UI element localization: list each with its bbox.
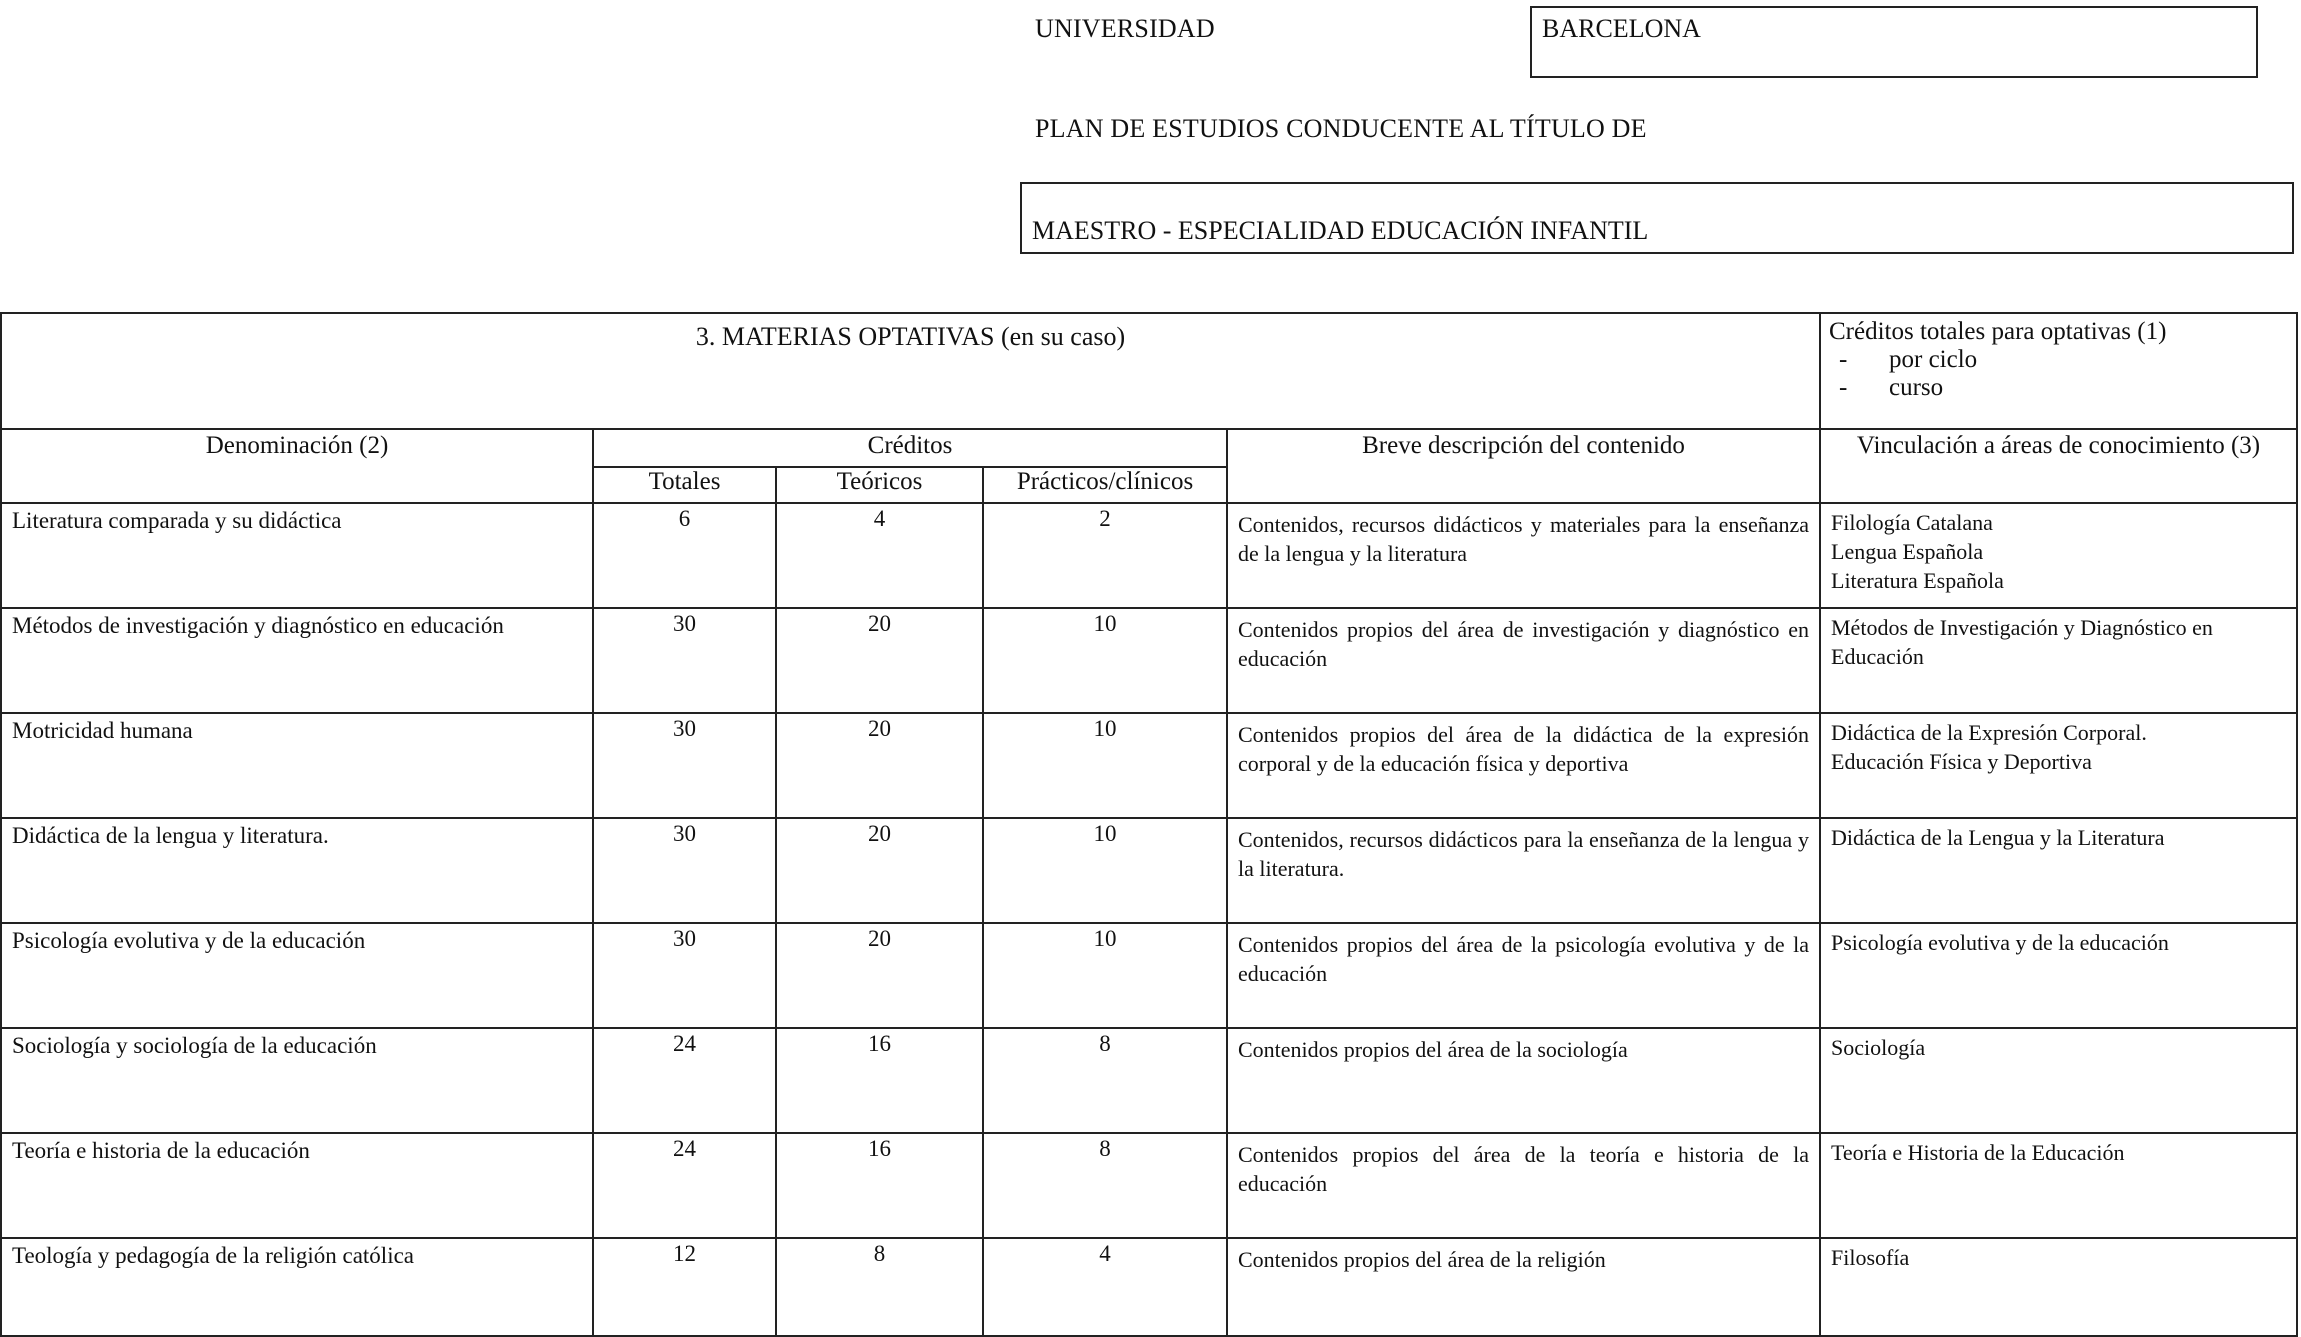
- creditos-totales-list: [1829, 346, 2288, 402]
- row-practicos: 8: [983, 1028, 1227, 1133]
- row-name: Teología y pedagogía de la religión católica: [1, 1238, 593, 1336]
- row-name: Motricidad humana: [1, 713, 593, 818]
- row-areas: [1820, 608, 2297, 713]
- row-descripcion: Contenidos propios del área de investigación y diagnóstico en educación: [1227, 608, 1820, 713]
- row-practicos: 8: [983, 1133, 1227, 1238]
- row-descripcion: Contenidos, recursos didácticos y materiales para la enseñanza de la lengua y la literatura: [1227, 503, 1820, 608]
- row-areas: [1820, 818, 2297, 923]
- header-teoricos: Teóricos: [776, 467, 983, 503]
- row-name: Métodos de investigación y diagnóstico en educación: [1, 608, 593, 713]
- row-teoricos: 20: [776, 608, 983, 713]
- list-item: - por ciclo: [1839, 346, 1978, 373]
- header-totales: Totales: [593, 467, 776, 503]
- row-practicos: 10: [983, 818, 1227, 923]
- area-item: Educación Física y Deportiva: [1831, 749, 2092, 774]
- row-name: Didáctica de la lengua y literatura.: [1, 818, 593, 923]
- area-item: Didáctica de la Expresión Corporal.: [1831, 720, 2147, 745]
- row-totales: 30: [593, 818, 776, 923]
- row-totales: 24: [593, 1133, 776, 1238]
- row-teoricos: 16: [776, 1028, 983, 1133]
- row-name: Literatura comparada y su didáctica: [1, 503, 593, 608]
- table-row: [1, 818, 2297, 923]
- header-denominacion: Denominación (2): [1, 429, 593, 503]
- creditos-totales-cell: [1820, 313, 2297, 429]
- universidad-value: BARCELONA: [1542, 14, 1701, 43]
- materias-optativas-table: [0, 312, 2298, 1337]
- row-descripcion: Contenidos propios del área de la psicología evolutiva y de la educación: [1227, 923, 1820, 1028]
- row-descripcion: Contenidos propios del área de la teoría e historia de la educación: [1227, 1133, 1820, 1238]
- table-row: [1, 713, 2297, 818]
- table-row: [1, 1133, 2297, 1238]
- area-item: Métodos de Investigación y Diagnóstico en Educación: [1831, 615, 2213, 669]
- row-practicos: 10: [983, 923, 1227, 1028]
- area-item: Sociología: [1831, 1035, 1926, 1060]
- row-descripcion: Contenidos, recursos didácticos para la enseñanza de la lengua y la literatura.: [1227, 818, 1820, 923]
- area-item: Teoría e Historia de la Educación: [1831, 1140, 2125, 1165]
- row-teoricos: 20: [776, 713, 983, 818]
- row-areas: [1820, 1028, 2297, 1133]
- area-item: Psicología evolutiva y de la educación: [1831, 930, 2169, 955]
- row-totales: 30: [593, 923, 776, 1028]
- row-areas: [1820, 503, 2297, 608]
- row-totales: 6: [593, 503, 776, 608]
- row-teoricos: 16: [776, 1133, 983, 1238]
- row-teoricos: 20: [776, 923, 983, 1028]
- table-row: [1, 923, 2297, 1028]
- row-descripcion: Contenidos propios del área de la didáctica de la expresión corporal y de la educación física y deportiva: [1227, 713, 1820, 818]
- row-descripcion: Contenidos propios del área de la sociología: [1227, 1028, 1820, 1133]
- plan-label: PLAN DE ESTUDIOS CONDUCENTE AL TÍTULO DE: [1035, 114, 1647, 143]
- area-item: Filología Catalana: [1831, 510, 1993, 535]
- universidad-box: [1530, 6, 2258, 78]
- area-item: Literatura Española: [1831, 568, 2004, 593]
- table-row: [1, 1238, 2297, 1336]
- row-practicos: 10: [983, 608, 1227, 713]
- universidad-label: UNIVERSIDAD: [1035, 14, 1215, 43]
- creditos-totales-title: Créditos totales para optativas (1): [1829, 318, 2167, 345]
- header-practicos: Prácticos/clínicos: [983, 467, 1227, 503]
- row-name: Teoría e historia de la educación: [1, 1133, 593, 1238]
- titulo-value: MAESTRO - ESPECIALIDAD EDUCACIÓN INFANTIL: [1032, 216, 1649, 245]
- row-practicos: 4: [983, 1238, 1227, 1336]
- row-totales: 24: [593, 1028, 776, 1133]
- header-creditos: Créditos: [593, 429, 1227, 467]
- row-totales: 30: [593, 608, 776, 713]
- row-areas: [1820, 1238, 2297, 1336]
- row-practicos: 2: [983, 503, 1227, 608]
- row-descripcion: Contenidos propios del área de la religión: [1227, 1238, 1820, 1336]
- row-name: Psicología evolutiva y de la educación: [1, 923, 593, 1028]
- area-item: Filosofía: [1831, 1245, 1910, 1270]
- header-vinculacion: Vinculación a áreas de conocimiento (3): [1820, 429, 2297, 503]
- row-teoricos: 8: [776, 1238, 983, 1336]
- row-totales: 12: [593, 1238, 776, 1336]
- table-row: [1, 503, 2297, 608]
- row-totales: 30: [593, 713, 776, 818]
- row-areas: [1820, 713, 2297, 818]
- list-item: - curso: [1839, 374, 1944, 401]
- table-title: 3. MATERIAS OPTATIVAS (en su caso): [1, 313, 1820, 429]
- titulo-box: [1020, 182, 2294, 254]
- row-areas: [1820, 923, 2297, 1028]
- row-areas: [1820, 1133, 2297, 1238]
- header-descripcion: Breve descripción del contenido: [1227, 429, 1820, 503]
- row-practicos: 10: [983, 713, 1227, 818]
- table-row: [1, 608, 2297, 713]
- row-teoricos: 20: [776, 818, 983, 923]
- area-item: Didáctica de la Lengua y la Literatura: [1831, 825, 2165, 850]
- row-teoricos: 4: [776, 503, 983, 608]
- area-item: Lengua Española: [1831, 539, 1984, 564]
- row-name: Sociología y sociología de la educación: [1, 1028, 593, 1133]
- table-row: [1, 1028, 2297, 1133]
